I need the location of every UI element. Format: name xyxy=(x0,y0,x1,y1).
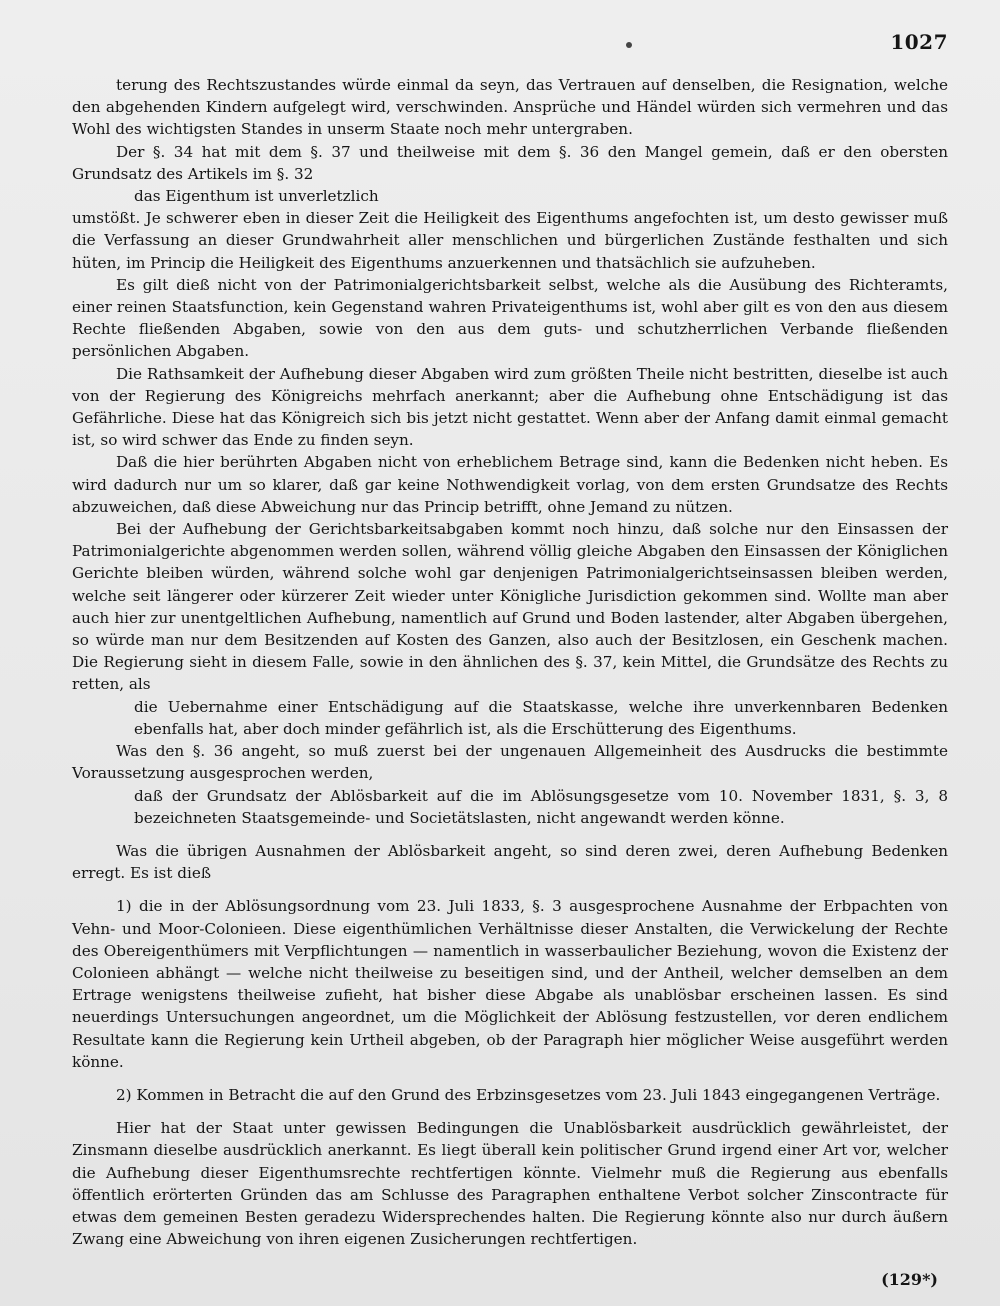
paragraph: Was die übrigen Ausnahmen der Ablösbarkeit angeht, so sind deren zwei, deren Aufhebung Bedenken erregt. Es ist dieß xyxy=(72,841,948,883)
enumerated-paragraph: 1) die in der Ablösungsordnung vom 23. Juli 1833, §. 3 ausgesprochene Ausnahme der Erbpachten von Vehn- und Moor-Colonieen. Diese eigenthümlichen Verhältnisse dieser Anstalten, die Verwickelung der Rechte des Obereigenthümers mit Verpflichtungen — namentlich in wasserbaulicher Beziehung, wovon die Existenz der Colonieen abhängt — welche nicht theilweise zu beseitigen sind, und der Antheil, welcher demselben an dem Ertrage wenigstens theilweise zufieht, hat bisher diese Abgabe als unablösbar erscheinen lassen. Es sind neuerdings Untersuchungen angeordnet, um die Möglichkeit der Ablösung festzustellen, vor deren endlichem Resultate kann die Regierung kein Urtheil abgeben, ob der Paragraph hier möglicher Weise ausgeführt werden könne. xyxy=(72,897,948,1071)
printer-mark xyxy=(626,42,632,48)
paragraph: Es gilt dieß nicht von der Patrimonialgerichtsbarkeit selbst, welche als die Ausübung des Richteramts, einer reinen Staatsfunction, kein Gegenstand wahren Privateigenthums ist, wohl aber gilt es von den aus diesem Rechte fließenden Abgaben, sowie von den aus dem guts- und schutzherrlichen Verbande fließenden persönlichen Abgaben. xyxy=(72,275,948,361)
quoted-passage: die Uebernahme einer Entschädigung auf die Staatskasse, welche ihre unverkennbaren Bedenken ebenfalls hat, aber doch minder gefährlich ist, als die Erschütterung des Eigenthums. xyxy=(134,697,948,738)
document-body xyxy=(72,74,948,1250)
paragraph: terung des Rechtszustandes würde einmal da seyn, das Vertrauen auf denselben, die Resignation, welche den abgehenden Kindern aufgelegt wird, verschwinden. Ansprüche und Händel würden sich vermehren und das Wohl des wichtigsten Standes in unserm Staate noch mehr untergraben. xyxy=(72,76,948,139)
signature-mark: (129*) xyxy=(881,1270,938,1289)
paragraph: Was den §. 36 angeht, so muß zuerst bei der ungenauen Allgemeinheit des Ausdrucks die bestimmte Voraussetzung ausgesprochen werden, daß der Grundsatz der Ablösbarkeit auf die im Ablösungsgesetze vom 10. November 1831, §. 3, 8 bezeichneten Staatsgemeinde- und Societätslasten, nicht angewandt werden könne. xyxy=(72,740,948,829)
paragraph: Der §. 34 hat mit dem §. 37 und theilweise mit dem §. 36 den Mangel gemein, daß er den obersten Grundsatz des Artikels im §. 32 das Eigenthum ist unverletzlich umstößt. Je schwerer eben in dieser Zeit die Heiligkeit des Eigenthums angefochten ist, um desto gewisser muß die Verfassung an dieser Grundwahrheit aller menschlichen und bürgerlichen Zustände festhalten und sich hüten, im Princip die Heiligkeit des Eigenthums anzuerkennen und thatsächlich sie aufzuheben. xyxy=(72,141,948,274)
quoted-passage: daß der Grundsatz der Ablösbarkeit auf die im Ablösungsgesetze vom 10. November 1831, §. 3, 8 bezeichneten Staatsgemeinde- und Societätslasten, nicht angewandt werden könne. xyxy=(134,786,948,827)
page-number: 1027 xyxy=(890,30,948,54)
enumerated-paragraph: 2) Kommen in Betracht die auf den Grund des Erbzinsgesetzes vom 23. Juli 1843 eingegangenen Verträge. xyxy=(116,1085,941,1104)
paragraph: Bei der Aufhebung der Gerichtsbarkeitsabgaben kommt noch hinzu, daß solche nur den Einsassen der Patrimonialgerichte abgenommen werden sollen, während völlig gleiche Abgaben den Einsassen der Königlichen Gerichte bleiben würden, während solche wohl gar denjenigen Patrimonialgerichtseinsassen bleiben werden, welche seit längerer oder kürzerer Zeit wieder unter Königliche Jurisdiction gekommen sind. Wollte man aber auch hier zur unentgeltlichen Aufhebung, namentlich auf Grund und Boden lastender, alter Abgaben übergehen, so würde man nur dem Besitzenden auf Kosten des Ganzen, also auch der Besitzlosen, ein Geschenk machen. Die Regierung sieht in diesem Falle, sowie in den ähnlichen des §. 37, kein Mittel, die Grundsätze des Rechts zu retten, als die Uebernahme einer Entschädigung auf die Staatskasse, welche ihre unverkennbaren Bedenken ebenfalls hat, aber doch minder gefährlich ist, als die Erschütterung des Eigenthums. xyxy=(72,518,948,740)
paragraph: Die Rathsamkeit der Aufhebung dieser Abgaben wird zum größten Theile nicht bestritten, dieselbe ist auch von der Regierung des Königreichs mehrfach anerkannt; aber die Aufhebung ohne Entschädigung ist das Gefährliche. Diese hat das Königreich sich bis jetzt nicht gestattet. Wenn aber der Anfang damit einmal gemacht ist, so wird schwer das Ende zu finden seyn. xyxy=(72,364,948,450)
quoted-principle: das Eigenthum ist unverletzlich xyxy=(134,187,379,206)
paragraph-continuation: umstößt. Je schwerer eben in dieser Zeit die Heiligkeit des Eigenthums angefochten ist, um desto gewisser muß die Verfassung an dieser Grundwahrheit aller menschlichen und bürgerlichen Zustände festhalten und sich hüten, im Princip die Heiligkeit des Eigenthums anzuerkennen und thatsächlich sie aufzuheben. xyxy=(72,209,948,272)
paragraph: Daß die hier berührten Abgaben nicht von erheblichem Betrage sind, kann die Bedenken nicht heben. Es wird dadurch nur um so klarer, daß gar keine Nothwendigkeit vorlag, von dem ersten Grundsatze des Rechts abzuweichen, daß diese Abweichung nur das Princip betrifft, ohne Jemand zu nützen. xyxy=(72,453,948,516)
paragraph: Hier hat der Staat unter gewissen Bedingungen die Unablösbarkeit ausdrücklich gewährleistet, der Zinsmann dieselbe ausdrücklich anerkannt. Es liegt überall kein politischer Grund irgend einer Art vor, welcher die Aufhebung dieser Eigenthumsrechte rechtfertigen könnte. Vielmehr muß die Regierung aus ebenfalls öffentlich erörterten Gründen das am Schlusse des Paragraphen enthaltene Verbot solcher Zinscontracte für etwas dem gemeinen Besten geradezu Widersprechendes halten. Die Regierung könnte also nur durch äußern Zwang eine Abweichung von ihren eigenen Zusicherungen rechtfertigen. xyxy=(72,1119,948,1249)
